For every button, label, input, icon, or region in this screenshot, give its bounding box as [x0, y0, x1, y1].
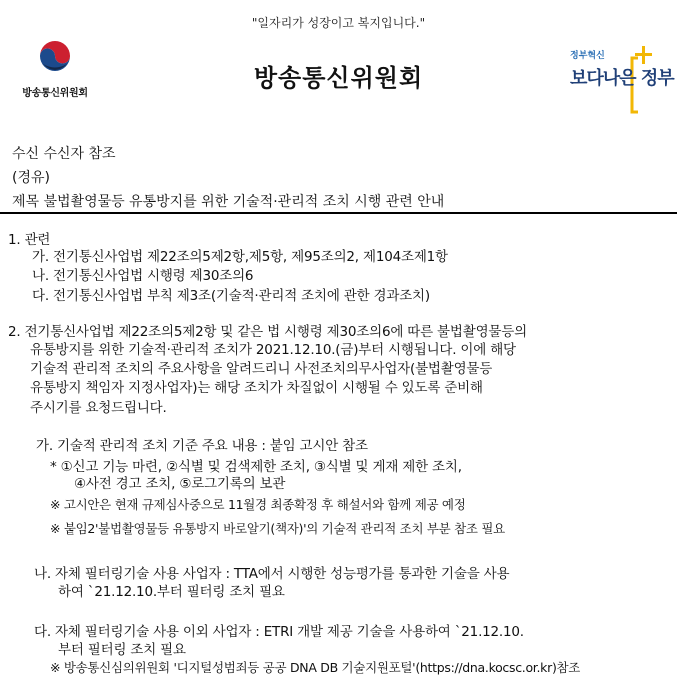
item-c-note: ※ 방송통신심의위원회 '디지털성범죄등 공공 DNA DB 기술지원포털'(https://dna.kocsc.or.kr)참조: [50, 660, 581, 675]
section2-line: 유통방지를 위한 기술적·관리적 조치가 2021.12.10.(금)부터 시행됩니다. 이에 해당: [30, 342, 516, 358]
recipient-line: 수신 수신자 참조: [12, 146, 116, 162]
org-title: 방송통신위원회: [253, 64, 424, 92]
subject-line: 제목 불법촬영물등 유통방지를 위한 기술적·관리적 조치 시행 관련 안내: [12, 194, 445, 210]
gov-innovation-small-text: 정부혁신: [570, 51, 605, 61]
section2-line: 2. 전기통신사업법 제22조의5제2항 및 같은 법 시행령 제30조의6에 따른 불법촬영물등의: [8, 324, 527, 340]
slogan: "일자리가 성장이고 복지입니다.": [251, 16, 426, 30]
section2-line: 기술적 관리적 조치의 주요사항을 알려드리니 사전조치의무사업자(불법촬영물등: [30, 361, 493, 377]
item-b-line: 하여 `21.12.10.부터 필터링 조치 필요: [58, 584, 285, 600]
section2-line: 유통방지 책임자 지정사업자)는 해당 조치가 차질없이 시행될 수 있도록 준비해: [30, 380, 483, 396]
item-a-title: 가. 기술적 관리적 조치 기준 주요 내용 : 붙임 고시안 참조: [36, 438, 368, 454]
item-c-line: 다. 자체 필터링기술 사용 이외 사업자 : ETRI 개발 제공 기술을 사용하여 `21.12.10.: [34, 624, 524, 640]
logo-org-label: 방송통신위원회: [22, 88, 88, 99]
gov-innovation-logo: [566, 38, 674, 120]
item-b-line: 나. 자체 필터링기술 사용 사업자 : TTA에서 시행한 성능평가를 통과한 기술을 사용: [34, 566, 510, 582]
item-a-note: ※ 붙임2'불법촬영물등 유통방지 바로알기(책자)'의 기술적 관리적 조치 부분 참조 필요: [50, 521, 505, 536]
subject-divider: [0, 212, 677, 214]
section1-item-a: 가. 전기통신사업법 제22조의5제2항,제5항, 제95조의2, 제104조제1항: [32, 249, 448, 265]
gov-innovation-big-text: 보다나은 정부: [570, 68, 674, 89]
item-c-line: 부터 필터링 조치 필요: [58, 642, 186, 658]
section2-line: 주시기를 요청드립니다.: [30, 400, 167, 416]
via-line: (경유): [12, 170, 50, 186]
item-a-bullet-line: * ①신고 기능 마련, ②식별 및 검색제한 조치, ③식별 및 게재 제한 조치,: [50, 459, 462, 475]
item-a-bullet-line: ④사전 경고 조치, ⑤로그기록의 보관: [74, 476, 286, 492]
section1-title: 1. 관련: [8, 232, 51, 248]
section1-item-b: 나. 전기통신사업법 시행령 제30조의6: [32, 268, 254, 284]
item-a-note: ※ 고시안은 현재 규제심사중으로 11월경 최종확정 후 해설서와 함께 제공 예정: [50, 497, 466, 512]
section1-item-c: 다. 전기통신사업법 부칙 제3조(기술적·관리적 조치에 관한 경과조치): [32, 288, 430, 304]
